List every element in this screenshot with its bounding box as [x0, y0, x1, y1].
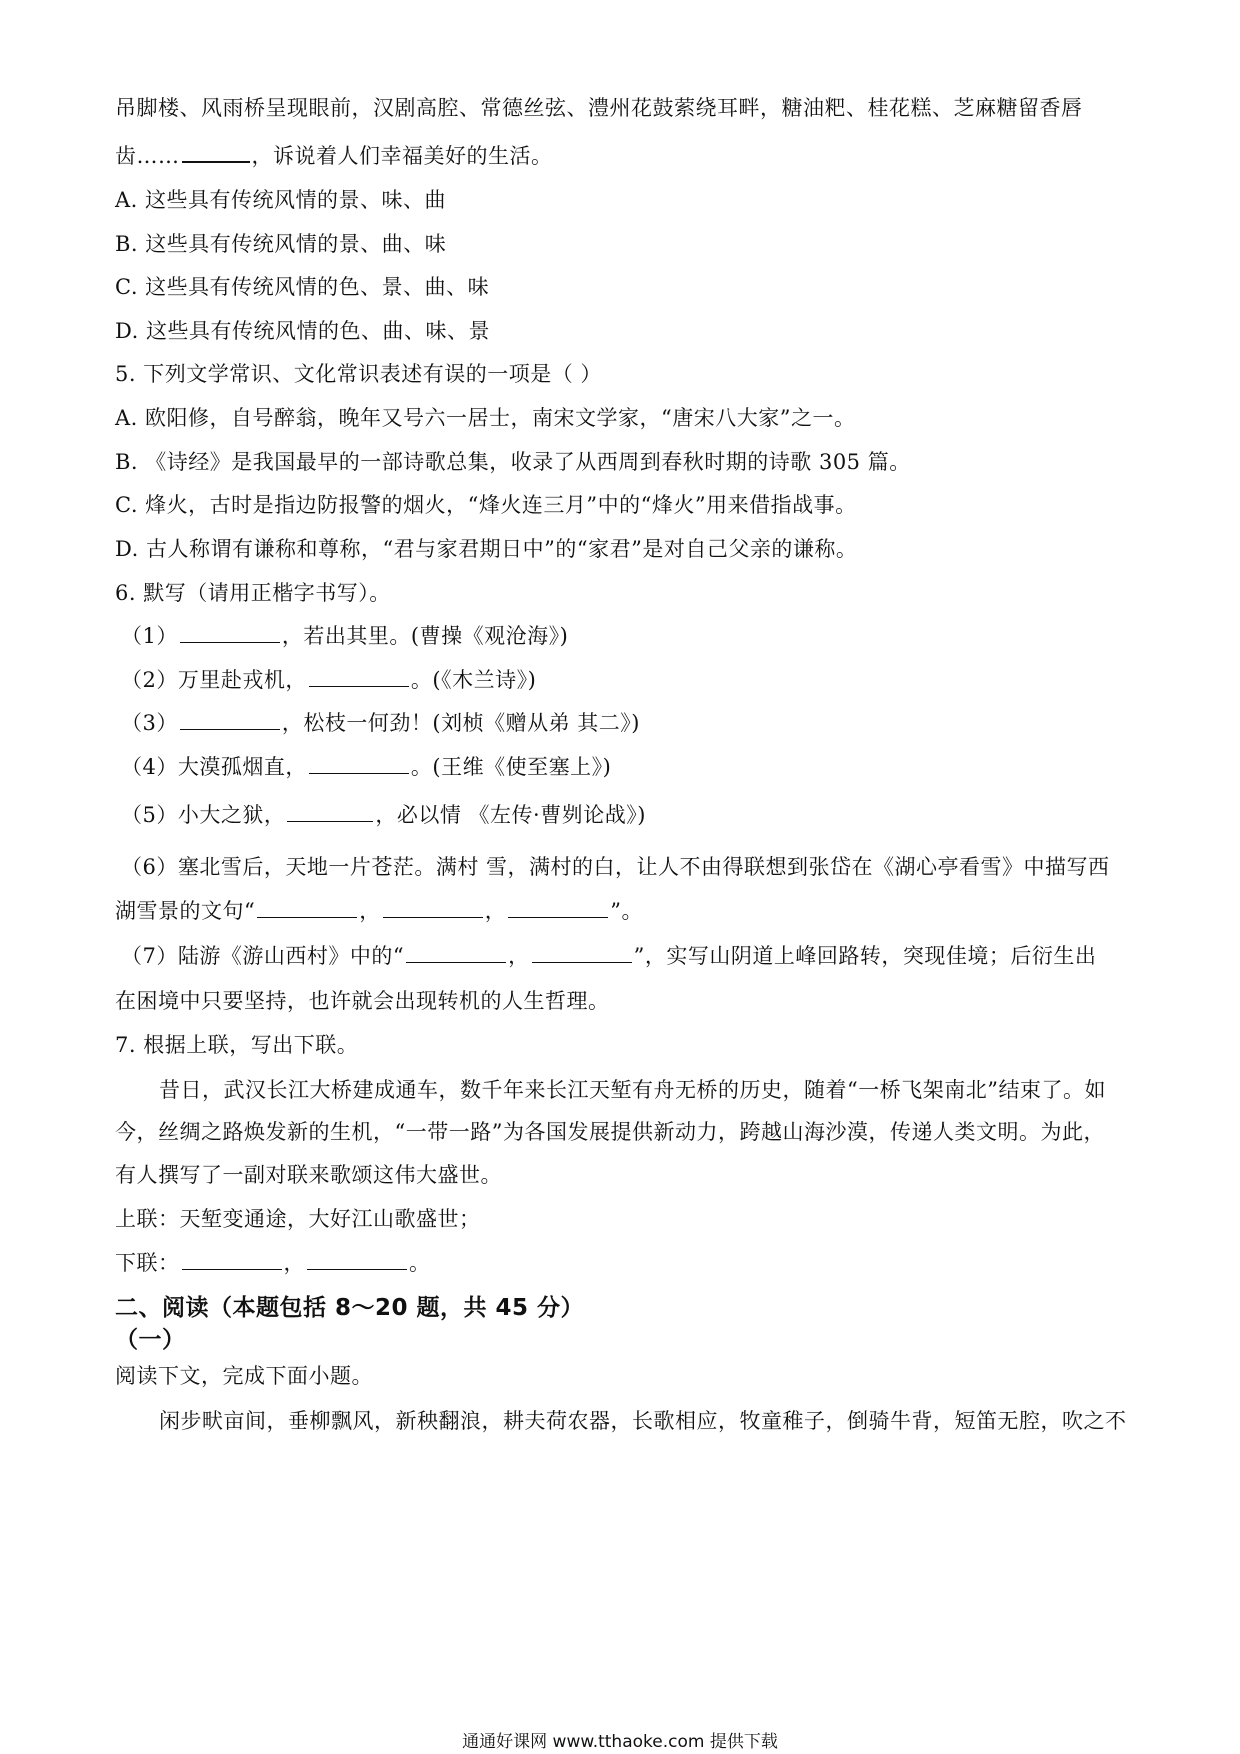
answer-blank[interactable] [287, 803, 373, 822]
section-heading: 二、阅读（本题包括 8～20 题，共 45 分） [115, 1295, 585, 1321]
answer-blank[interactable] [508, 899, 608, 918]
answer-blank[interactable] [406, 944, 506, 963]
answer-blank[interactable] [257, 899, 357, 918]
couplet-upper: 上联：天堑变通途，大好江山歌盛世； [115, 1207, 481, 1231]
answer-blank[interactable] [383, 899, 483, 918]
answer-blank[interactable] [182, 143, 250, 163]
dictation-item: （7）陆游《游山西村》中的“ ， ”，实写山阴道上峰回路转，突现佳境；后衍生出 [121, 944, 1097, 968]
passage-line: 有人撰写了一副对联来歌颂这伟大盛世。 [115, 1163, 502, 1187]
option-d: D. 这些具有传统风情的色、曲、味、景 [115, 319, 490, 343]
dictation-item: （3） ，松枝一何劲！(刘桢《赠从弟 其二》) [121, 711, 640, 735]
option-c: C. 这些具有传统风情的色、景、曲、味 [115, 275, 490, 299]
couplet-lower: 下联： ， 。 [115, 1251, 431, 1275]
answer-blank[interactable] [532, 944, 632, 963]
passage-line: 闲步畎亩间，垂柳飘风，新秧翻浪，耕夫荷农器，长歌相应，牧童稚子，倒骑牛背，短笛无腔，吹之不 [159, 1409, 1127, 1433]
dictation-item: （4）大漠孤烟直， 。(王维《使至塞上》) [121, 755, 612, 779]
question-stem: 5. 下列文学常识、文化常识表述有误的一项是（ ） [115, 362, 602, 386]
option-a: A. 这些具有传统风情的景、味、曲 [115, 188, 447, 212]
passage-line: 今，丝绸之路焕发新的生机，“一带一路”为各国发展提供新动力，跨越山海沙漠，传递人类文明。为此， [115, 1120, 1105, 1144]
dictation-item-cont: 在困境中只要坚持，也许就会出现转机的人生哲理。 [115, 989, 610, 1013]
answer-blank[interactable] [182, 1251, 282, 1270]
dictation-item: （2）万里赴戎机， 。(《木兰诗》) [121, 668, 537, 692]
question-stem: 7. 根据上联，写出下联。 [115, 1033, 359, 1057]
passage-line: 昔日，武汉长江大桥建成通车，数千年来长江天堑有舟无桥的历史，随着“一桥飞架南北”结束了。如 [159, 1078, 1106, 1102]
instruction: 阅读下文，完成下面小题。 [115, 1364, 373, 1388]
passage-line: 齿…… ，诉说着人们幸福美好的生活。 [115, 144, 553, 168]
option-b: B. 这些具有传统风情的景、曲、味 [115, 232, 447, 256]
answer-blank[interactable] [309, 668, 409, 687]
dictation-item: （5）小大之狱， ，必以情 《左传·曹刿论战》) [121, 803, 646, 827]
subsection-heading: （一） [115, 1327, 186, 1353]
dictation-item-cont: 湖雪景的文句“ ， ， ”。 [115, 899, 643, 923]
page-footer: 通通好课网 www.tthaoke.com 提供下载 [462, 1732, 778, 1752]
dictation-item: （6）塞北雪后，天地一片苍茫。满村 雪，满村的白，让人不由得联想到张岱在《湖心亭看雪》中描写西 [121, 855, 1110, 879]
option-d: D. 古人称谓有谦称和尊称，“君与家君期日中”的“家君”是对自己父亲的谦称。 [115, 537, 858, 561]
passage-line: 吊脚楼、风雨桥呈现眼前，汉剧高腔、常德丝弦、澧州花鼓萦绕耳畔，糖油粑、桂花糕、芝麻糖留香唇 [115, 96, 1083, 120]
answer-blank[interactable] [307, 1251, 407, 1270]
option-a: A. 欧阳修，自号醉翁，晚年又号六一居士，南宋文学家，“唐宋八大家”之一。 [115, 406, 856, 430]
dictation-item: （1） ，若出其里。(曹操《观沧海》) [121, 624, 569, 648]
answer-blank[interactable] [180, 711, 280, 730]
option-b: B. 《诗经》是我国最早的一部诗歌总集，收录了从西周到春秋时期的诗歌 305 篇。 [115, 450, 911, 474]
question-stem: 6. 默写（请用正楷字书写）。 [115, 581, 391, 605]
option-c: C. 烽火，古时是指边防报警的烟火，“烽火连三月”中的“烽火”用来借指战事。 [115, 493, 857, 517]
answer-blank[interactable] [180, 624, 280, 643]
answer-blank[interactable] [309, 755, 409, 774]
